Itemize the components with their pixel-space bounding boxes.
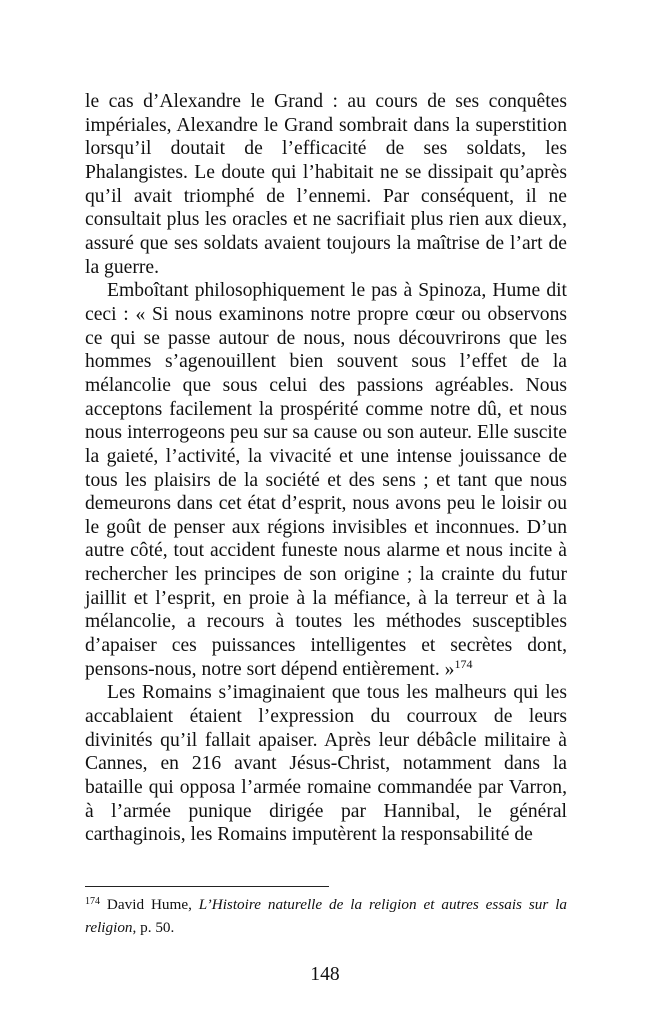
page-number: 148: [310, 964, 340, 985]
paragraph-2: [85, 279, 567, 681]
paragraph-1: le cas d’Alexandre le Grand : au cours de ses conquêtes impériales, Alexandre le Grand sombrait dans la superstition lorsqu’il doutait de l’efficacité de ses soldats, les Phalangistes. Le doute qui l’habitait ne se dissipait qu’après qu’il avait triomphé de l’ennemi. Par conséquent, il ne consultait plus les oracles et ne sacrifiait plus rien aux dieux, assuré que ses soldats avaient toujours la maîtrise de l’art de la guerre.: [85, 91, 567, 278]
paragraph-3: Les Romains s’imaginaient que tous les malheurs qui les accablaient étaient l’expression du courroux de leurs divinités qu’il fallait apaiser. Après leur débâcle militaire à Cannes, en 216 avant Jésus-Christ, notamment dans la bataille qui opposa l’armée romaine commandée par Varron, à l’armée punique dirigée par Hannibal, le général carthaginois, les Romains imputèrent la responsabilité de: [85, 682, 567, 846]
footnote-reference: 174: [454, 656, 473, 671]
footnote-title: L’Histoire naturelle de la religion et autres essais sur la religion: [85, 896, 568, 936]
footnote-author: David Hume,: [106, 896, 199, 913]
footnote-number: 174: [85, 896, 100, 907]
page-body: [85, 90, 567, 847]
paragraph-2-text: Emboîtant philosophiquement le pas à Spinoza, Hume dit ceci : « Si nous examinons notre propre cœur ou observons ce qui se passe autour de nous, nous découvrirons que les hommes s’agenouillent bien souvent sous l’effet de la mélancolie que sous celui des passions agréables. Nous acceptons facilement la prospérité comme notre dû, et nous nous interrogeons peu sur sa cause ou son auteur. Elle suscite la gaieté, l’activité, la vivacité et une intense jouissance de tous les plaisirs de la société et des sens ; et tant que nous demeurons dans cet état d’esprit, nous avons peu le loisir ou le goût de penser aux régions invisibles et inconnues. D’un autre côté, tout accident funeste nous alarme et nous incite à rechercher les principes de son origine ; la crainte du futur jaillit et l’esprit, en proie à la méfiance, à la terreur et à la mélancolie, a recours à toutes les méthodes susceptibles d’apaiser ces puissances intelligentes et secrètes dont, pensons-nous, notre sort dépend entièrement. »: [85, 280, 567, 680]
footnote-separator: [85, 886, 329, 887]
footnote-citation: , p. 50.: [132, 919, 175, 936]
footnote: [85, 893, 567, 939]
